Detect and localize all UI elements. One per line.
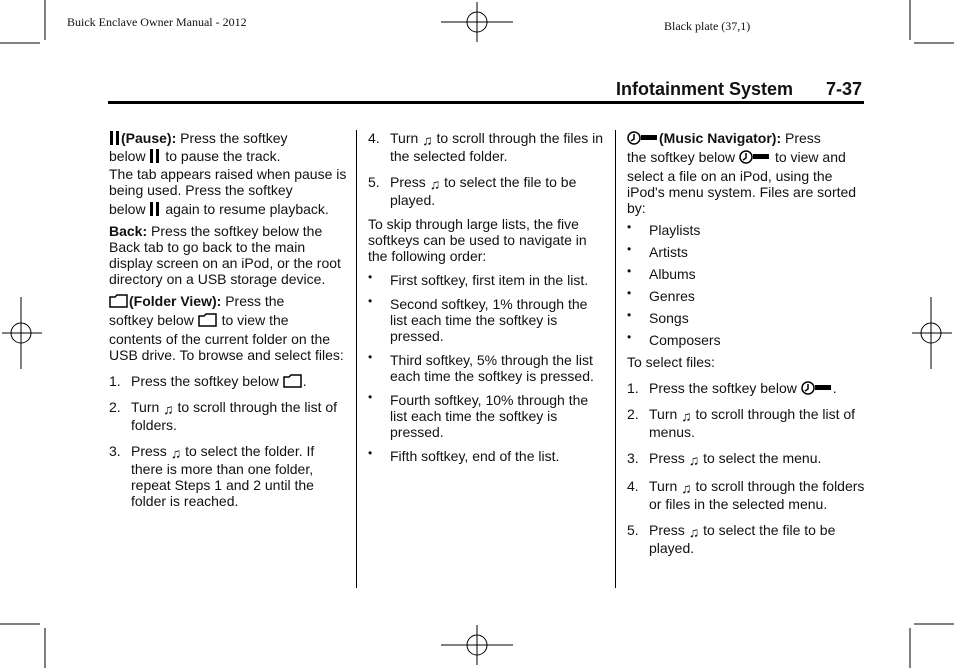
list-item: 3. Press ♫ to select the folder. If there is more than one folder, repeat Steps 1 and 2 until the folder is reached. — [109, 443, 315, 509]
list-item: 2. Turn ♫ to scroll through the list of menus. — [627, 406, 856, 440]
music-navigator-icon — [739, 150, 771, 164]
list-item: • Fourth softkey, 10% through the list each time the softkey is pressed. — [368, 392, 608, 440]
list-item: 4. Turn ♫ to scroll through the files in the selected folder. — [368, 130, 604, 164]
plate-label: Black plate (37,1) — [664, 19, 751, 33]
list-item: 4. Turn ♫ to scroll through the folders or files in the selected menu. — [627, 478, 865, 512]
folder-para: (Folder View): Press the softkey below to view the — [109, 293, 289, 328]
list-item: • Third softkey, 5% through the list each time the softkey is pressed. — [368, 352, 608, 384]
list-item: • Genres — [627, 288, 867, 304]
pause-detail: The tab appears raised when pause is being used. Press the softkey — [109, 166, 347, 198]
tune-knob-icon: ♫ — [170, 445, 182, 461]
pause-para: (Pause): Press the softkey below to pause the track. — [109, 130, 288, 164]
list-item: 5. Press ♫ to select the file to be played. — [627, 522, 836, 556]
column-1 — [109, 130, 349, 509]
list-item: 1. Press the softkey below . — [109, 373, 307, 389]
column-3 — [627, 130, 867, 556]
column-divider — [615, 130, 616, 588]
list-item: • Second softkey, 1% through the list each time the softkey is pressed. — [368, 296, 608, 344]
folder-icon — [198, 313, 218, 327]
tune-knob-icon: ♫ — [429, 176, 441, 192]
pause-label: (Pause): — [121, 130, 177, 146]
manual-title: Buick Enclave Owner Manual - 2012 — [67, 15, 247, 29]
section-title: Infotainment System — [616, 79, 794, 99]
list-item: • Songs — [627, 310, 867, 326]
tune-knob-icon: ♫ — [688, 524, 700, 540]
list-item: • First softkey, first item in the list. — [368, 272, 608, 288]
select-intro: To select files: — [627, 354, 715, 370]
music-navigator-icon — [627, 131, 659, 145]
tune-knob-icon: ♫ — [681, 480, 692, 496]
list-item: • Composers — [627, 332, 867, 348]
column-2 — [368, 130, 608, 464]
tune-knob-icon: ♫ — [163, 401, 174, 417]
list-item: • Artists — [627, 244, 867, 260]
tune-knob-icon: ♫ — [688, 452, 700, 468]
list-item: 1. Press the softkey below . — [627, 380, 837, 396]
header-rule — [108, 101, 864, 104]
tune-knob-icon: ♫ — [681, 408, 692, 424]
folder-detail: contents of the current folder on the USB drive. To browse and select files: — [109, 331, 344, 363]
column-divider — [356, 130, 357, 588]
navigator-detail: select a file on an iPod, using the iPod's menu system. Files are sorted by: — [627, 168, 857, 216]
folder-icon — [283, 374, 303, 388]
list-item: • Playlists — [627, 222, 867, 238]
pause-resume: below again to resume playback. — [109, 201, 329, 217]
list-item: 3. Press ♫ to select the menu. — [627, 450, 822, 468]
page-number: 7-37 — [826, 79, 863, 99]
list-item: 5. Press ♫ to select the file to be played. — [368, 174, 577, 208]
list-item: 2. Turn ♫ to scroll through the list of folders. — [109, 399, 338, 433]
list-item: • Fifth softkey, end of the list. — [368, 448, 608, 464]
tune-knob-icon: ♫ — [422, 132, 433, 148]
folder-icon — [109, 294, 129, 308]
list-item: • Albums — [627, 266, 867, 282]
back-para: Back: Press the softkey below the Back tab to go back to the main display screen on an iPod, or the root directory on a USB storage device. — [109, 223, 341, 287]
pause-icon — [149, 149, 161, 163]
pause-icon — [149, 202, 161, 216]
pause-icon — [109, 131, 121, 145]
skip-intro: To skip through large lists, the five softkeys can be used to navigate in the following order: — [368, 216, 587, 264]
music-navigator-icon — [801, 381, 833, 395]
navigator-para: (Music Navigator): Press the softkey below to view and — [627, 130, 846, 165]
